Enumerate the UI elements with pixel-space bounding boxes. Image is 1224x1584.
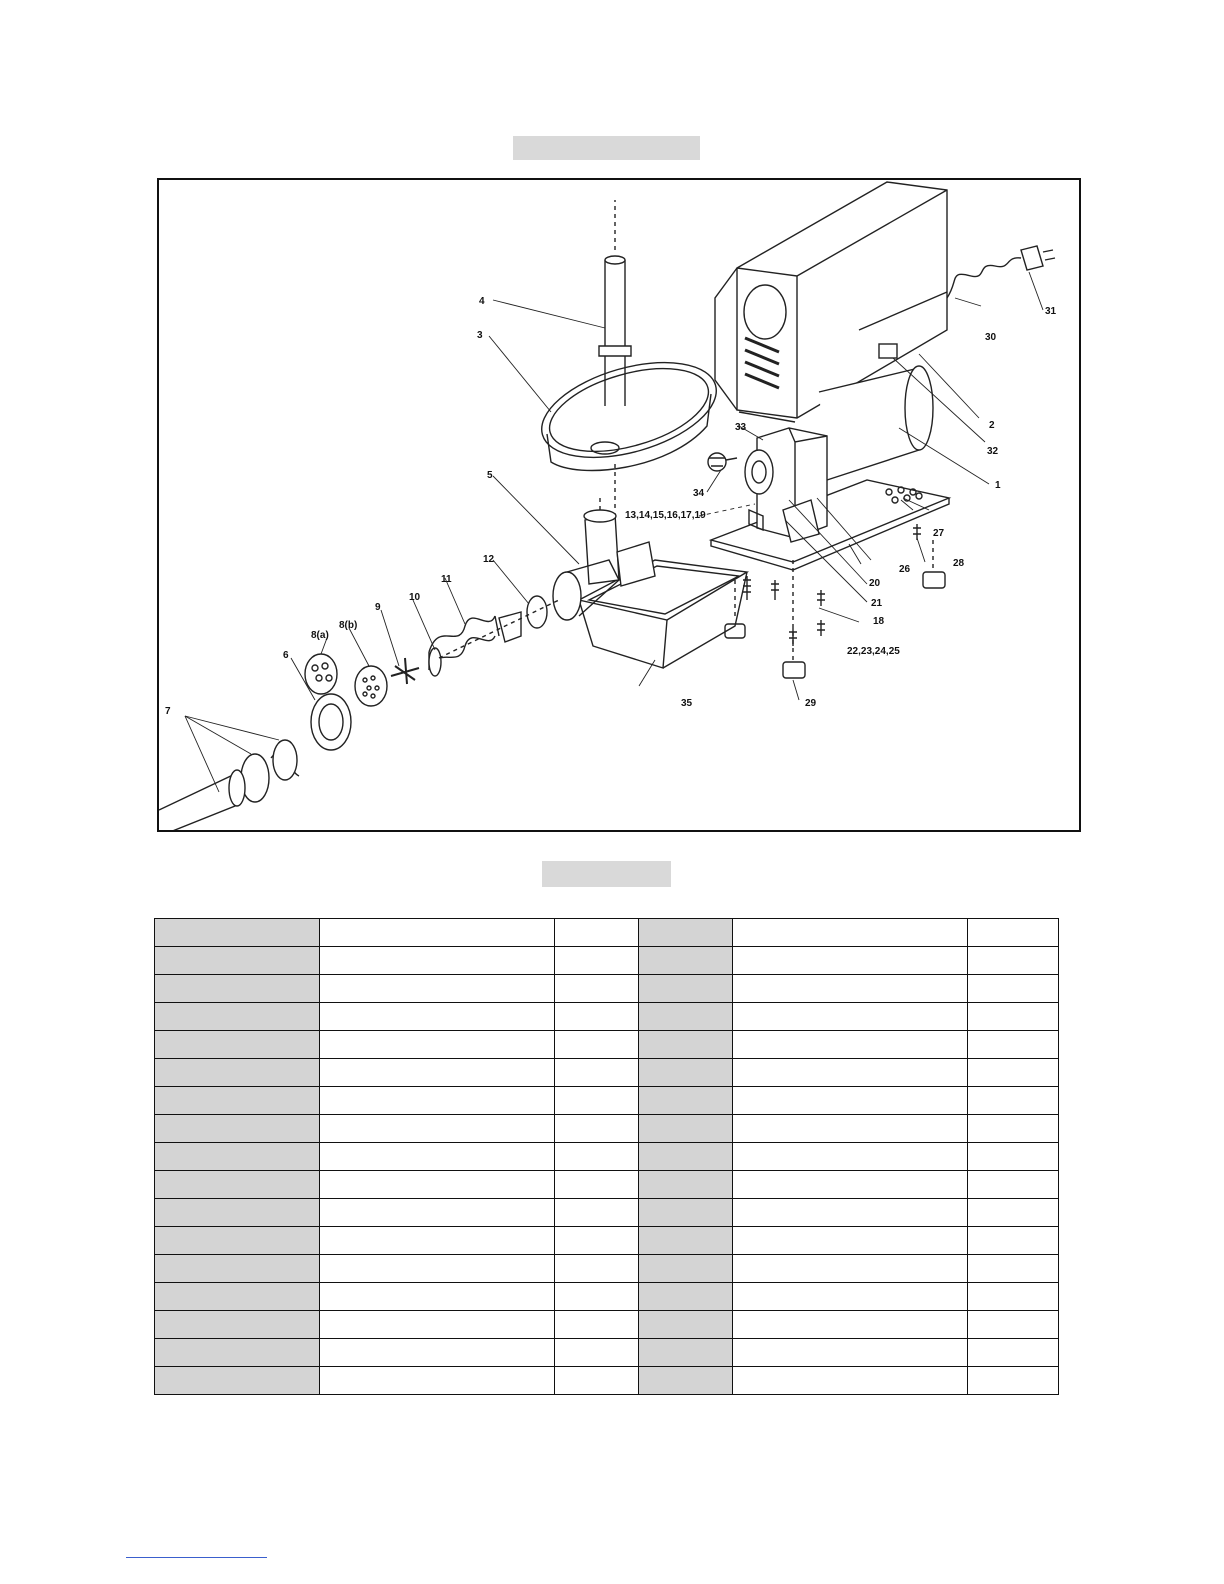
table-row [155, 1143, 1059, 1171]
table-cell [555, 1031, 639, 1059]
footer-link-underline [126, 1557, 267, 1558]
callout-34: 34 [693, 488, 705, 499]
table-cell [320, 1255, 555, 1283]
table-cell [555, 919, 639, 947]
table-cell [155, 1227, 320, 1255]
table-cell [555, 947, 639, 975]
table-cell [968, 1339, 1059, 1367]
table-cell [968, 947, 1059, 975]
table-row [155, 1199, 1059, 1227]
table-row [155, 1283, 1059, 1311]
table-cell [555, 1227, 639, 1255]
table-cell [639, 1311, 733, 1339]
table-cell [733, 1339, 968, 1367]
table-cell [155, 1311, 320, 1339]
callout-9: 9 [375, 602, 381, 613]
table-row [155, 1031, 1059, 1059]
table-cell [320, 1199, 555, 1227]
table-cell [320, 1339, 555, 1367]
table-cell [155, 1339, 320, 1367]
callout-10: 10 [409, 592, 421, 603]
table-row [155, 1339, 1059, 1367]
callout-18: 18 [873, 616, 885, 627]
table-row [155, 1255, 1059, 1283]
diagram-drawing [159, 180, 1079, 830]
table-cell [155, 1199, 320, 1227]
table-cell [968, 1143, 1059, 1171]
table-cell [155, 947, 320, 975]
table-cell [733, 1031, 968, 1059]
callout-33: 33 [735, 422, 747, 433]
table-cell [968, 1227, 1059, 1255]
table-cell [968, 975, 1059, 1003]
table-cell [320, 1003, 555, 1031]
table-cell [320, 1059, 555, 1087]
table-cell [968, 1255, 1059, 1283]
table-cell [155, 1003, 320, 1031]
callout-22-25: 22,23,24,25 [847, 646, 900, 657]
callout-7: 7 [165, 706, 171, 717]
table-cell [639, 1283, 733, 1311]
table-cell [639, 1255, 733, 1283]
table-cell [320, 1115, 555, 1143]
table-cell [733, 1255, 968, 1283]
table-row [155, 1311, 1059, 1339]
callout-29: 29 [805, 698, 817, 709]
table-cell [733, 1143, 968, 1171]
table-cell [639, 1087, 733, 1115]
table-row [155, 1227, 1059, 1255]
table-cell [639, 1339, 733, 1367]
table-cell [968, 1199, 1059, 1227]
table-cell [155, 1367, 320, 1395]
table-cell [555, 1311, 639, 1339]
table-cell [320, 1311, 555, 1339]
table-cell [320, 1171, 555, 1199]
table-cell [733, 1199, 968, 1227]
table-cell [555, 1199, 639, 1227]
table-cell [639, 975, 733, 1003]
table-cell [733, 1367, 968, 1395]
parts-table-body [155, 919, 1059, 1395]
table-cell [155, 1171, 320, 1199]
table-title-bar [542, 861, 671, 887]
table-row [155, 1171, 1059, 1199]
table-cell [639, 1367, 733, 1395]
diagram-title-bar [513, 136, 700, 160]
table-cell [320, 1031, 555, 1059]
callout-6: 6 [283, 650, 289, 661]
table-row [155, 975, 1059, 1003]
table-cell [155, 1255, 320, 1283]
grinder-parts [159, 596, 559, 830]
table-cell [968, 1031, 1059, 1059]
table-cell [155, 919, 320, 947]
base-plate [711, 480, 949, 570]
table-cell [320, 1367, 555, 1395]
callout-35: 35 [681, 698, 693, 709]
table-cell [555, 975, 639, 1003]
table-cell [320, 947, 555, 975]
table-cell [639, 1003, 733, 1031]
table-row [155, 1115, 1059, 1143]
callout-20: 20 [869, 578, 881, 589]
table-row [155, 1059, 1059, 1087]
power-cord [947, 246, 1055, 298]
table-cell [968, 1311, 1059, 1339]
reverse-switch [708, 453, 737, 471]
table-cell [733, 947, 968, 975]
table-cell [155, 1115, 320, 1143]
table-cell [968, 1367, 1059, 1395]
gear-bracket [745, 428, 827, 542]
table-cell [639, 1199, 733, 1227]
table-cell [733, 1059, 968, 1087]
feed-pan [531, 345, 727, 475]
table-cell [968, 1171, 1059, 1199]
exploded-parts-diagram [157, 178, 1081, 832]
table-cell [968, 1087, 1059, 1115]
table-cell [639, 1227, 733, 1255]
table-cell [733, 1227, 968, 1255]
table-cell [320, 1227, 555, 1255]
callout-11: 11 [441, 574, 452, 585]
table-cell [155, 1059, 320, 1087]
stomper [599, 200, 631, 510]
callout-26: 26 [899, 564, 911, 575]
parts-list-table [154, 918, 1059, 1395]
table-cell [155, 1087, 320, 1115]
table-cell [639, 1031, 733, 1059]
callout-30: 30 [985, 332, 997, 343]
table-cell [320, 1143, 555, 1171]
table-cell [555, 1143, 639, 1171]
table-cell [733, 975, 968, 1003]
table-row [155, 1087, 1059, 1115]
table-cell [968, 919, 1059, 947]
callout-13-19: 13,14,15,16,17,19 [625, 510, 706, 521]
table-cell [968, 1283, 1059, 1311]
callout-3: 3 [477, 330, 483, 341]
table-cell [968, 1003, 1059, 1031]
table-cell [733, 1171, 968, 1199]
table-row [155, 1367, 1059, 1395]
table-cell [155, 1283, 320, 1311]
callout-31: 31 [1045, 306, 1057, 317]
table-cell [320, 1283, 555, 1311]
table-row [155, 1003, 1059, 1031]
table-cell [639, 1059, 733, 1087]
table-cell [733, 1311, 968, 1339]
table-cell [968, 1059, 1059, 1087]
table-cell [555, 1255, 639, 1283]
table-cell [968, 1115, 1059, 1143]
callout-27: 27 [933, 528, 945, 539]
callout-28: 28 [953, 558, 965, 569]
table-cell [155, 1143, 320, 1171]
table-cell [155, 1031, 320, 1059]
table-cell [320, 919, 555, 947]
table-cell [555, 1003, 639, 1031]
callout-2: 2 [989, 420, 995, 431]
callout-8a: 8(a) [311, 630, 329, 641]
table-cell [639, 1115, 733, 1143]
table-cell [639, 1143, 733, 1171]
callout-1: 1 [995, 480, 1001, 491]
table-cell [555, 1087, 639, 1115]
callout-4: 4 [479, 296, 485, 307]
callout-12: 12 [483, 554, 495, 565]
table-cell [733, 1283, 968, 1311]
table-cell [155, 975, 320, 1003]
table-cell [733, 1115, 968, 1143]
table-cell [555, 1367, 639, 1395]
table-cell [733, 1087, 968, 1115]
table-cell [555, 1339, 639, 1367]
table-cell [555, 1115, 639, 1143]
table-row [155, 947, 1059, 975]
table-cell [639, 1171, 733, 1199]
table-cell [555, 1283, 639, 1311]
table-cell [555, 1171, 639, 1199]
table-cell [639, 947, 733, 975]
callout-8b: 8(b) [339, 620, 358, 631]
callout-21: 21 [871, 598, 883, 609]
table-cell [639, 919, 733, 947]
callout-32: 32 [987, 446, 999, 457]
table-cell [320, 1087, 555, 1115]
table-cell [733, 919, 968, 947]
table-cell [320, 975, 555, 1003]
table-cell [733, 1003, 968, 1031]
callout-5: 5 [487, 470, 493, 481]
table-cell [555, 1059, 639, 1087]
table-row [155, 919, 1059, 947]
